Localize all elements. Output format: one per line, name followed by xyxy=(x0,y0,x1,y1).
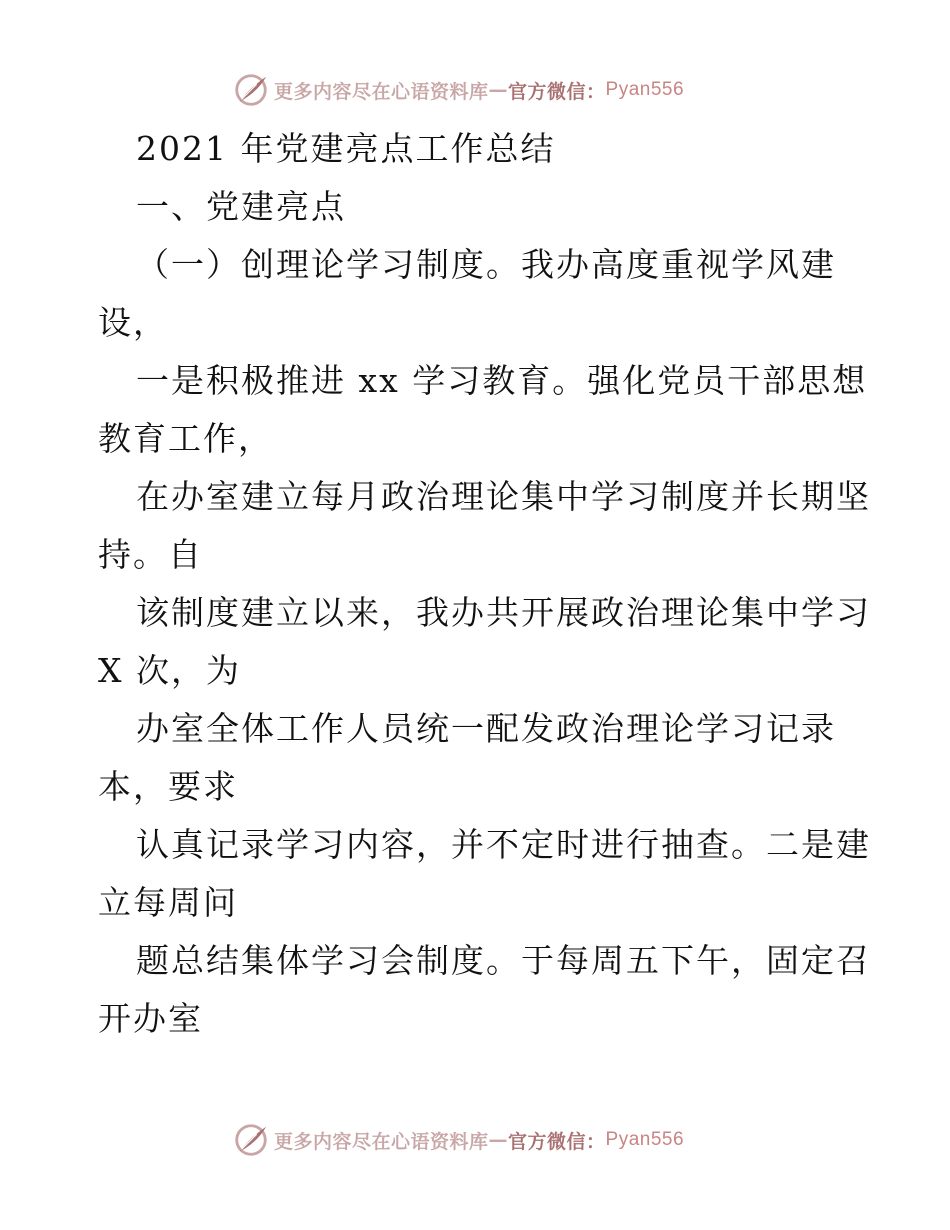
watermark-brand: 更多内容尽在心语资料库 xyxy=(274,1130,489,1153)
paragraph-line: 该制度建立以来，我办共开展政治理论集中学习 xyxy=(136,593,871,632)
paragraph-line: X 次，为 xyxy=(98,651,241,690)
watermark-handle: Pyan556 xyxy=(605,1129,685,1150)
paragraph-line: 本，要求 xyxy=(98,767,238,806)
paragraph-line: 教育工作， xyxy=(98,419,273,458)
paragraph-line: 在办室建立每月政治理论集中学习制度并长期坚 xyxy=(136,477,871,516)
header-watermark xyxy=(232,70,684,110)
document-title: 2021 年党建亮点工作总结 xyxy=(136,129,556,168)
paragraph-line: 认真记录学习内容，并不定时进行抽查。二是建 xyxy=(136,825,871,864)
section-heading: 一、党建亮点 xyxy=(136,187,346,226)
paragraph-line: 办室全体工作人员统一配发政治理论学习记录 xyxy=(136,709,836,748)
paragraph-line: 开办室 xyxy=(98,999,203,1038)
watermark-label: 官方微信： xyxy=(508,80,606,103)
paragraph-line: 设， xyxy=(98,303,168,342)
watermark-dash: — xyxy=(488,79,509,101)
watermark-label: 官方微信： xyxy=(508,1130,606,1153)
paragraph-line: 持。自 xyxy=(98,535,203,574)
document-body xyxy=(98,120,871,1048)
footer-watermark xyxy=(232,1120,684,1160)
paragraph-line: 立每周问 xyxy=(98,883,238,922)
watermark-dash: — xyxy=(488,1129,509,1151)
paragraph-line: 题总结集体学习会制度。于每周五下午，固定召 xyxy=(136,941,871,980)
feather-pen-icon xyxy=(232,1121,270,1159)
feather-pen-icon xyxy=(232,71,270,109)
watermark-handle: Pyan556 xyxy=(605,79,685,100)
watermark-brand: 更多内容尽在心语资料库 xyxy=(274,80,489,103)
paragraph-line: 一是积极推进 xx 学习教育。强化党员干部思想 xyxy=(136,361,868,400)
paragraph-line: （一）创理论学习制度。我办高度重视学风建 xyxy=(136,245,836,284)
